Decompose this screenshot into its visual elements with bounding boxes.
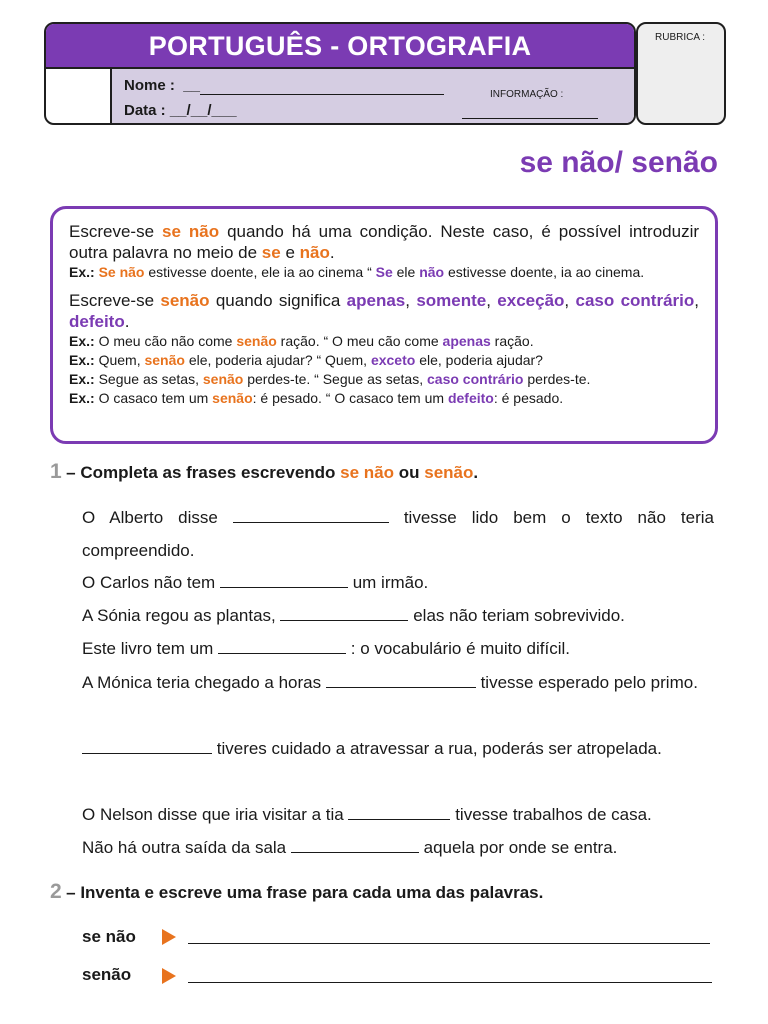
example-senao-3: Ex.: Segue as setas, senão perdes-te. “ Segue as setas, caso contrário perdes-te. [69,371,591,387]
answer-blank-4[interactable] [218,637,346,654]
sentence-7: O Nelson disse que iria visitar a tia tivesse trabalhos de casa. [82,805,652,824]
nome-blank: __ [183,77,200,94]
answer-blank-7[interactable] [348,803,450,820]
sentence-8: Não há outra saída da sala aquela por onde se entra. [82,838,618,857]
question-1-number: 1 [50,460,62,483]
nome-label: Nome : [124,77,175,94]
rule-box [50,206,718,444]
sentence-2: O Carlos não tem um irmão. [82,573,429,592]
question-2-number: 2 [50,880,62,903]
question-1-title: 1 – Completa as frases escrevendo se não ou senão. [50,460,479,483]
sentence-6: tiveres cuidado a atravessar a rua, poderás ser atropelada. [82,732,714,765]
answer-blank-8[interactable] [291,836,419,853]
example-senao-4: Ex.: O casaco tem um senão: é pesado. “ O casaco tem um defeito: é pesado. [69,390,564,406]
question-2-title: 2 – Inventa e escreve uma frase para cada uma das palavras. [50,880,544,903]
sentence-4: Este livro tem um : o vocabulário é muito difícil. [82,639,570,658]
informacao-label: INFORMAÇÃO : [490,89,564,100]
header-box [44,22,636,125]
answer-line-senao[interactable] [188,982,712,983]
answer-blank-3[interactable] [280,604,408,621]
sentence-1: O Alberto disse tivesse lido bem o texto não teria compreendido. [82,508,714,560]
arrow-right-icon [162,929,176,945]
example-senao-2: Ex.: Quem, senão ele, poderia ajudar? “ Quem, exceto ele, poderia ajudar? [69,352,543,368]
informacao-line[interactable] [462,118,598,119]
answer-blank-6[interactable] [82,737,212,754]
data-label[interactable]: Data : __/__/___ [124,102,237,119]
page-title: se não/ senão [519,146,718,179]
header-info-bar [110,69,636,125]
example-se-nao: Ex.: Se não estivesse doente, ele ia ao cinema “ Se ele não estivesse doente, ia ao cinema. [69,264,645,280]
example-senao-1: Ex.: O meu cão não come senão ração. “ O meu cão come apenas ração. [69,333,534,349]
sentence-5: A Mónica teria chegado a horas tivesse esperado pelo primo. [82,673,698,692]
rubrica-label: RUBRICA : [655,32,706,43]
header-title-bar [46,24,634,69]
word-senao: senão [82,965,132,984]
answer-blank-5[interactable] [326,671,476,688]
word-se-nao: se não [82,927,136,946]
answer-blank-2[interactable] [220,571,348,588]
nome-line[interactable] [200,94,444,95]
rule-se-nao: Escreve-se se não quando há uma condição. Neste caso, é possível introduzir outra palavra no meio de se e não. [69,222,700,262]
rubrica-box[interactable] [636,22,726,125]
nome-row [124,77,200,95]
header-title: PORTUGUÊS - ORTOGRAFIA [148,31,532,61]
rule-senao: Escreve-se senão quando significa apenas, somente, exceção, caso contrário, defeito. [69,291,699,331]
answer-line-se-nao[interactable] [188,943,710,944]
arrow-right-icon [162,968,176,984]
sentence-3: A Sónia regou as plantas, elas não teriam sobrevivido. [82,606,625,625]
answer-blank-1[interactable] [233,506,389,523]
